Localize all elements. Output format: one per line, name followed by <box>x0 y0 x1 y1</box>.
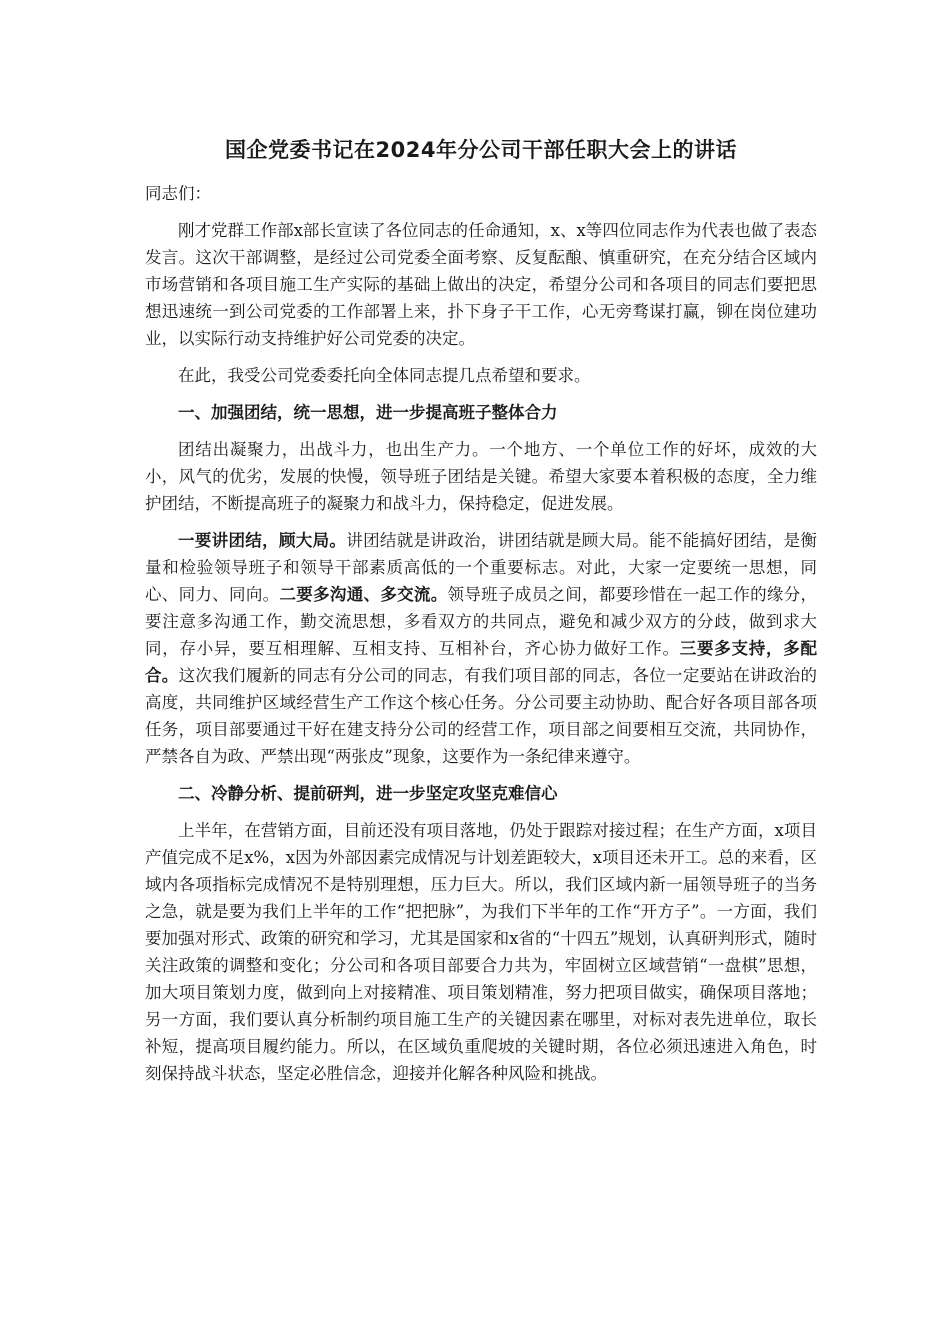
document-page <box>145 130 817 1097</box>
paragraph-analysis: 上半年，在营销方面，目前还没有项目落地，仍处于跟踪对接过程；在生产方面，x项目产值完成不足x%，x因为外部因素完成情况与计划差距较大，x项目还未开工。总的来看，区域内各项指标完成情况不是特别理想，压力巨大。所以，我们区域内新一届领导班子的当务之急，就是要为我们上半年的工作“把把脉”，为我们下半年的工作“开方子”。一方面，我们要加强对形式、政策的研究和学习，尤其是国家和x省的“十四五”规划，认真研判形式，随时关注政策的调整和变化；分公司和各项目部要合力共为，牢固树立区域营销“一盘棋”思想，加大项目策划力度，做到向上对接精准、项目策划精准，努力把项目做实，确保项目落地；另一方面，我们要认真分析制约项目施工生产的关键因素在哪里，对标对表先进单位，取长补短，提高项目履约能力。所以，在区域负重爬坡的关键时期，各位必须迅速进入角色，时刻保持战斗状态，坚定必胜信念，迎接并化解各种风险和挑战。 <box>145 821 817 1083</box>
paragraph-intro: 刚才党群工作部x部长宣读了各位同志的任命通知，x、x等四位同志作为代表也做了表态发言。这次干部调整，是经过公司党委全面考察、反复酝酿、慎重研究，在充分结合区域内市场营销和各项目施工生产实际的基础上做出的决定，希望分公司和各项目的同志们要把思想迅速统一到公司党委的工作部署上来，扑下身子干工作，心无旁骛谋打赢，铆在岗位建功业，以实际行动支持维护好公司党委的决定。 <box>145 221 817 348</box>
point-1-lead: 一要讲团结，顾大局。 <box>178 531 347 550</box>
section-heading-1: 一、加强团结，统一思想，进一步提高班子整体合力 <box>178 403 558 422</box>
paragraph-three-points <box>145 527 817 770</box>
point-3-lead: 三要多支持，多配合。 <box>145 639 817 685</box>
document-title: 国企党委书记在2024年分公司干部任职大会上的讲话 <box>225 138 737 162</box>
point-2-lead: 二要多沟通、多交流。 <box>279 585 448 604</box>
point-1-text: 讲团结就是讲政治，讲团结就是顾大局。能不能搞好团结，是衡量和检验领导班子和领导干部素质高低的一个重要标志。对此，大家一定要统一思想，同心、同力、同向。 <box>145 531 818 604</box>
paragraph-requests: 在此，我受公司党委委托向全体同志提几点希望和要求。 <box>178 366 591 385</box>
point-2-text: 领导班子成员之间，都要珍惜在一起工作的缘分，要注意多沟通工作，勤交流思想，多看双方的共同点，避免和减少双方的分歧，做到求大同，存小异，要互相理解、互相支持、互相补台，齐心协力做好工作。 <box>145 585 818 658</box>
paragraph-unity: 团结出凝聚力，出战斗力，也出生产力。一个地方、一个单位工作的好坏，成效的大小，风气的优劣，发展的快慢，领导班子团结是关键。希望大家要本着积极的态度，全力维护团结，不断提高班子的凝聚力和战斗力，保持稳定，促进发展。 <box>145 440 817 513</box>
section-heading-2: 二、冷静分析、提前研判，进一步坚定攻坚克难信心 <box>178 784 558 803</box>
salutation: 同志们： <box>145 184 211 203</box>
point-3-text: 这次我们履新的同志有分公司的同志，有我们项目部的同志，各位一定要站在讲政治的高度，共同维护区域经营生产工作这个核心任务。分公司要主动协助、配合好各项目部各项任务，项目部要通过干好在建支持分公司的经营工作，项目部之间要相互交流，共同协作，严禁各自为政、严禁出现“两张皮”现象，这要作为一条纪律来遵守。 <box>145 666 818 766</box>
